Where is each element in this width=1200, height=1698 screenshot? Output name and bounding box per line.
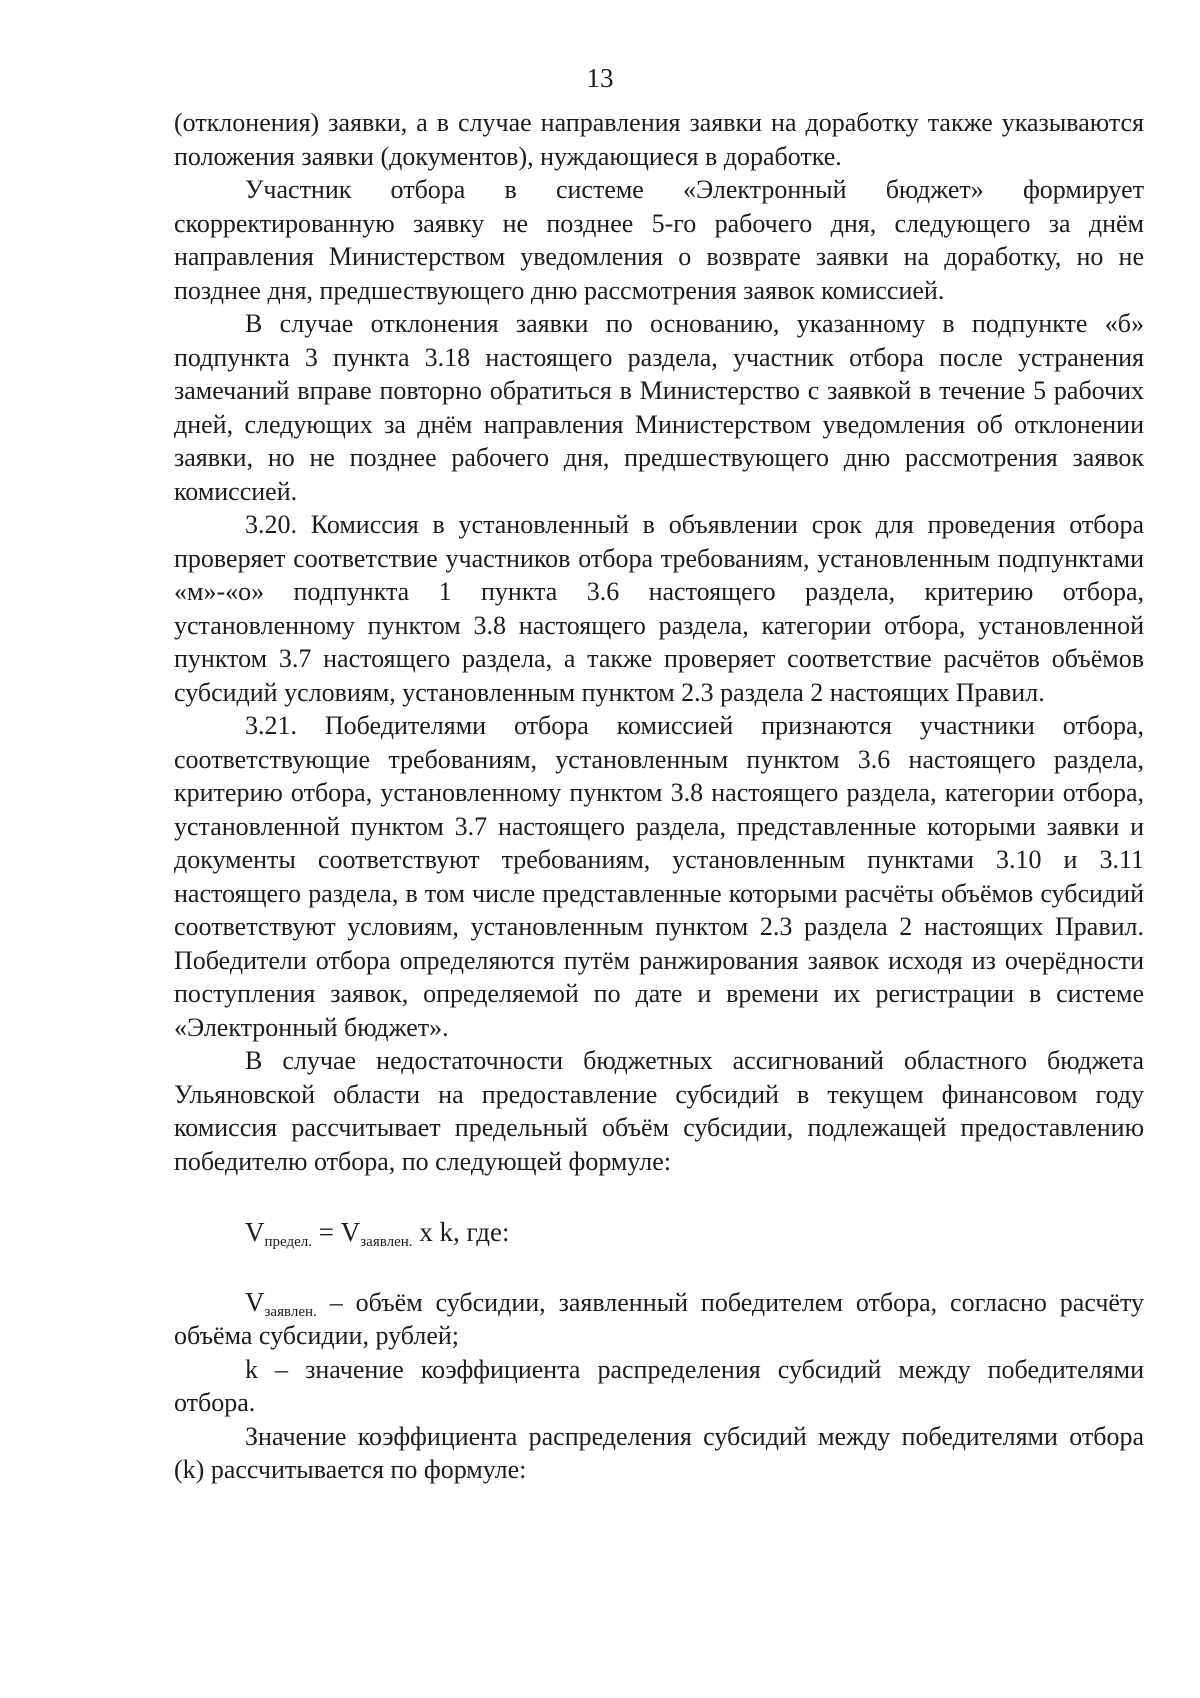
formula-rhs-rest: x k, где: (412, 1217, 510, 1247)
formula-equals: = (312, 1217, 341, 1247)
paragraph-k-formula-intro: Значение коэффициента распределения субсидий между победителями отбора (k) рассчитывается по формуле: (174, 1421, 1144, 1484)
formula-lhs-subscript: предел. (264, 1234, 313, 1250)
definition-v-subscript: заявлен. (264, 1303, 317, 1320)
page-number: 13 (586, 63, 614, 93)
formula-limit-volume (174, 1216, 1144, 1250)
paragraph-rejection-case: В случае отклонения заявки по основанию, указанному в подпункте «б» подпункта 3 пункта 3.18 настоящего раздела, участник отбора после устранения замечаний вправе повторно обратиться в Министерство с заявкой в течение 5 рабочих дней, следующих за днём направления Министерством уведомления об отклонении заявки, но не позднее рабочего дня, предшествующего дню рассмотрения заявок комиссией. (174, 309, 1144, 506)
definition-v-symbol: V (245, 1286, 265, 1317)
definition-k: k – значение коэффициента распределения субсидий между победителями отбора. (174, 1354, 1144, 1417)
definition-v-text: – объём субсидии, заявленный победителем отбора, согласно расчёту объёма субсидии, рублей; (174, 1287, 1144, 1350)
paragraph-continuation: (отклонения) заявки, а в случае направления заявки на доработку также указываются положения заявки (документов), нуждающиеся в доработке. (174, 108, 1144, 171)
definition-v-declared (174, 1286, 1144, 1353)
spacer (174, 1250, 1144, 1286)
paragraph-clause-3-21: 3.21. Победителями отбора комиссией признаются участники отбора, соответствующие требованиям, установленным пунктом 3.6 настоящего раздела, критерию отбора, установленному пунктом 3.8 настоящего раздела, категории отбора, установленной пунктом 3.7 настоящего раздела, представленные которыми заявки и документы соответствуют требованиям, установленным пунктами 3.10 и 3.11 настоящего раздела, в том числе представленные которыми расчёты объёмов субсидий соответствуют условиям, установленным пунктом 2.3 раздела 2 настоящих Правил. Победители отбора определяются путём ранжирования заявок исходя из очерёдности поступления заявок, определяемой по дате и времени их регистрации в системе «Электронный бюджет». (174, 711, 1144, 1042)
paragraph-clause-3-20: 3.20. Комиссия в установленный в объявлении срок для проведения отбора проверяет соответствие участников отбора требованиям, установленным подпунктами «м»-«о» подпункта 1 пункта 3.6 настоящего раздела, критерию отбора, установленному пунктом 3.8 настоящего раздела, категории отбора, установленной пунктом 3.7 настоящего раздела, а также проверяет соответствие расчётов объёмов субсидий условиям, установленным пунктом 2.3 раздела 2 настоящих Правил. (174, 510, 1144, 707)
formula-lhs-symbol: V (245, 1217, 265, 1247)
formula-rhs-symbol: V (340, 1217, 361, 1247)
paragraph-insufficient-funds: В случае недостаточности бюджетных ассигнований областного бюджета Ульяновской области на предоставление субсидий в текущем финансовом году комиссия рассчитывает предельный объём субсидии, подлежащей предоставлению победителю отбора, по следующей формуле: (174, 1046, 1144, 1176)
spacer (174, 1178, 1144, 1216)
formula-rhs-subscript: заявлен. (360, 1234, 413, 1250)
paragraph-corrected-application: Участник отбора в системе «Электронный бюджет» формирует скорректированную заявку не позднее 5-го рабочего дня, следующего за днём направления Министерством уведомления о возврате заявки на доработку, но не позднее дня, предшествующего дню рассмотрения заявок комиссией. (174, 175, 1144, 305)
document-body (174, 106, 1144, 1487)
